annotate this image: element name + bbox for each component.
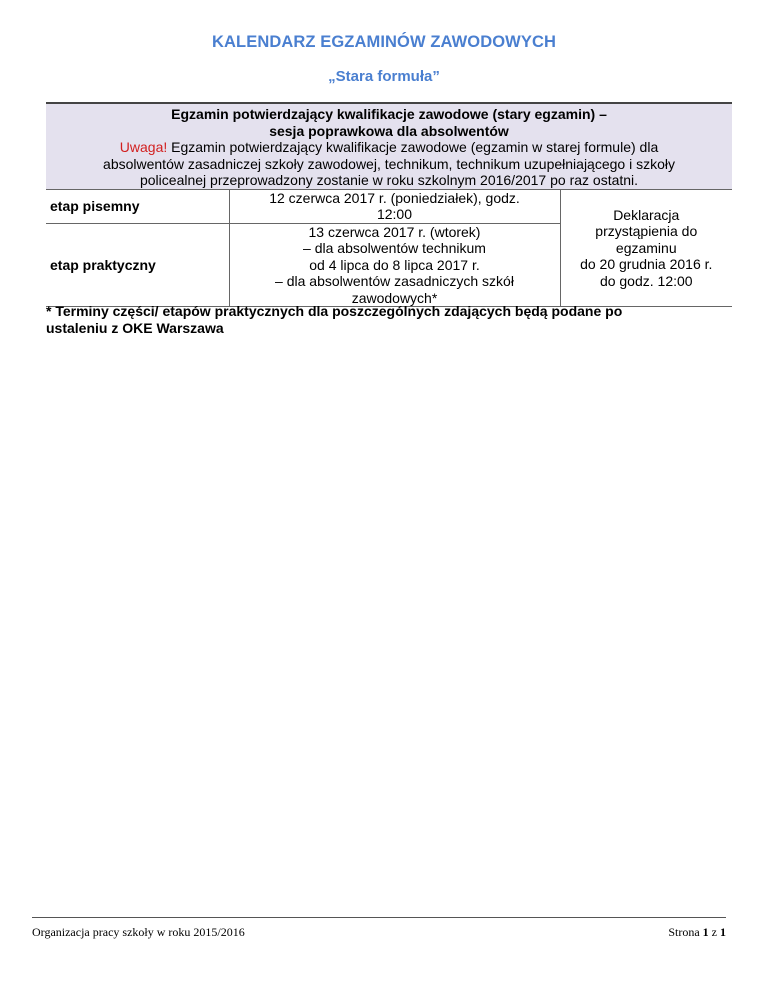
declaration-line: do godz. 12:00	[599, 272, 693, 289]
date-line: – dla absolwentów zasadniczych szkół	[275, 273, 514, 289]
row-label-practical: etap praktyczny	[46, 223, 229, 307]
declaration-line: przystąpienia do	[595, 223, 698, 239]
footer-document-title: Organizacja pracy szkoły w roku 2015/2016	[32, 925, 245, 939]
warning-text-1: Egzamin potwierdzający kwalifikacje zawodowe (egzamin w starej formule) dla	[167, 139, 659, 155]
date-line: 13 czerwca 2017 r. (wtorek)	[308, 223, 481, 240]
date-line: 12 czerwca 2017 r. (poniedziałek), godz.	[269, 189, 520, 206]
page-total: 1	[720, 925, 726, 939]
declaration-cell	[560, 189, 732, 307]
warning-note-line-3: policealnej przeprowadzony zostanie w roku szkolnym 2016/2017 po raz ostatni.	[139, 172, 639, 188]
warning-note-line-1	[50, 139, 728, 156]
page-subtitle: „Stara formuła”	[328, 68, 440, 85]
table-header-cell	[46, 103, 732, 189]
declaration-line: egzaminu	[615, 239, 677, 256]
date-line: – dla absolwentów technikum	[303, 240, 486, 256]
footer-divider	[32, 917, 726, 918]
table-header-row	[46, 103, 732, 189]
date-line: zawodowych*	[351, 289, 438, 306]
exam-calendar-table	[46, 102, 732, 307]
footnote-line-2: ustaleniu z OKE Warszawa	[46, 320, 224, 336]
declaration-line: Deklaracja	[613, 206, 680, 223]
row-date-practical	[229, 223, 560, 307]
date-line: 12:00	[376, 206, 413, 222]
date-line: od 4 lipca do 8 lipca 2017 r.	[309, 256, 480, 273]
page-separator: z	[708, 925, 720, 939]
row-date-written	[229, 189, 560, 223]
declaration-line: do 20 grudnia 2016 r.	[580, 256, 713, 272]
page-title: KALENDARZ EGZAMINÓW ZAWODOWYCH	[212, 33, 556, 51]
footer-page-number	[668, 925, 726, 940]
exam-heading-line-2: sesja poprawkowa dla absolwentów	[269, 122, 509, 139]
footnote-line-1: * Terminy części/ etapów praktycznych dla poszczególnych zdających będą podane po	[46, 303, 623, 319]
row-label-written: etap pisemny	[46, 189, 229, 223]
table-row	[46, 189, 732, 223]
page-current: 1	[702, 925, 709, 939]
page-prefix: Strona	[668, 925, 703, 939]
footnote	[46, 303, 736, 337]
warning-label: Uwaga!	[119, 139, 168, 155]
warning-note-line-2: absolwentów zasadniczej szkoły zawodowej, technikum, technikum uzupełniającego i szkoły	[103, 155, 675, 172]
exam-heading-line-1: Egzamin potwierdzający kwalifikacje zawodowe (stary egzamin) –	[171, 106, 607, 122]
